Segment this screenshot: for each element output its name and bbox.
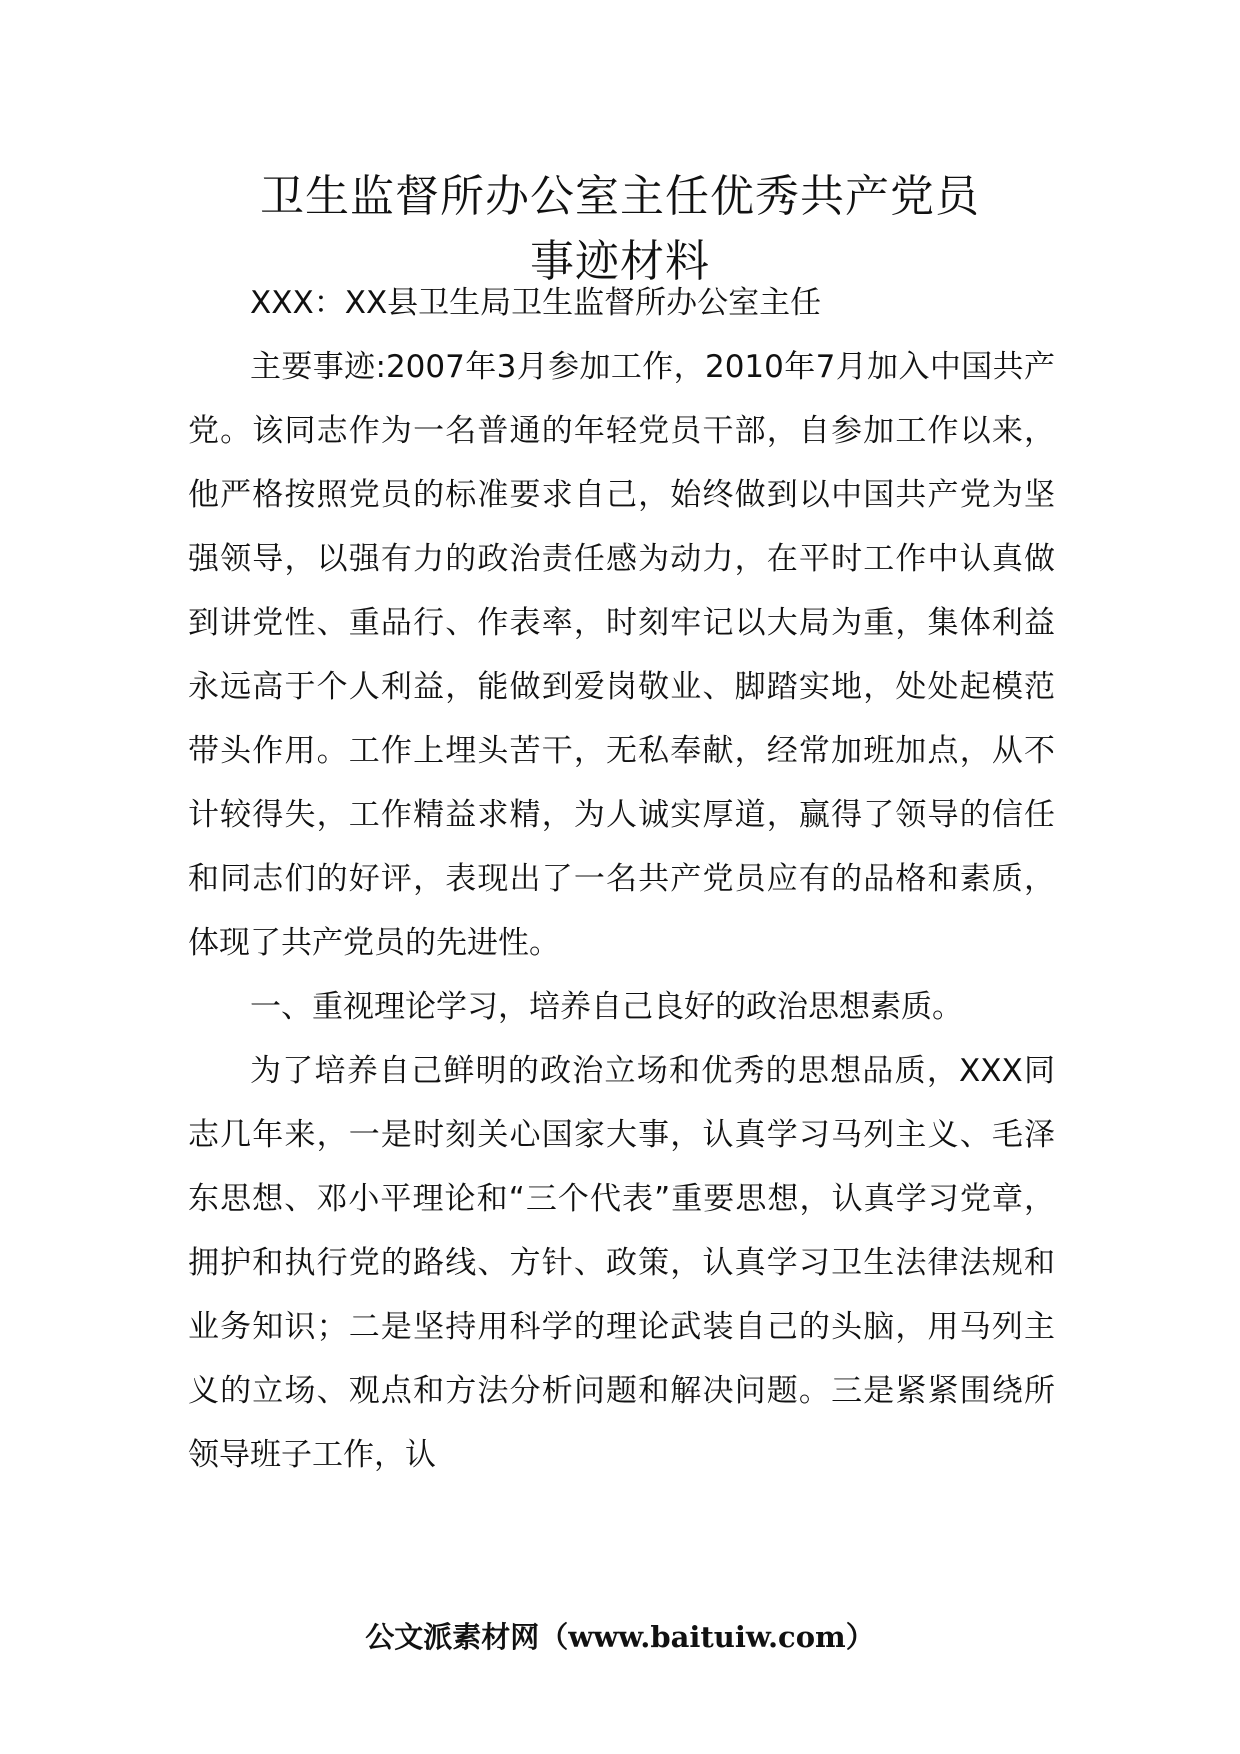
footer-watermark-text: 公文派素材网（www.baituiw.com） [365,1620,875,1654]
section-heading-1: 一、重视理论学习，培养自己良好的政治思想素质。 [250,989,963,1025]
main-deeds-paragraph: 主要事迹:2007年3月参加工作，2010年7月加入中国共产党。该同志作为一名普通的年轻党员干部，自参加工作以来，他严格按照党员的标准要求自己，始终做到以中国共产党为坚强领导，以强有力的政治责任感为动力，在平时工作中认真做到讲党性、重品行、作表率，时刻牢记以大局为重，集体利益永远高于个人利益，能做到爱岗敬业、脚踏实地，处处起模范带头作用。工作上埋头苦干，无私奉献，经常加班加点，从不计较得失，工作精益求精，为人诚实厚道，赢得了领导的信任和同志们的好评，表现出了一名共产党员应有的品格和素质，体现了共产党员的先进性。 [188,349,1055,961]
document-title-line-1: 卫生监督所办公室主任优秀共产党员 [260,171,980,222]
section-1-paragraph: 为了培养自己鲜明的政治立场和优秀的思想品质，XXX同志几年来，一是时刻关心国家大事，认真学习马列主义、毛泽东思想、邓小平理论和“三个代表”重要思想，认真学习党章，拥护和执行党的路线、方针、政策，认真学习卫生法律法规和业务知识；二是坚持用科学的理论武装自己的头脑，用马列主义的立场、观点和方法分析问题和解决问题。三是紧紧围绕所领导班子工作，认 [188,1053,1055,1473]
document-body [188,271,1055,1487]
author-line: XXX：XX县卫生局卫生监督所办公室主任 [250,285,822,321]
document-title-line-2: 事迹材料 [530,236,710,287]
